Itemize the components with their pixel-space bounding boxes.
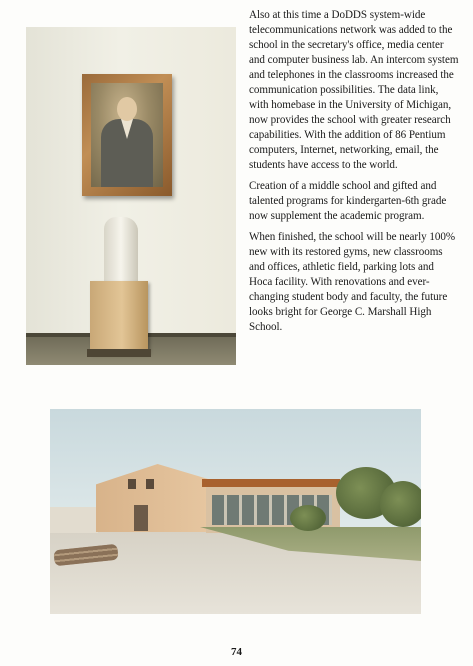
photo-tree [380, 481, 421, 527]
portrait-figure-head [117, 97, 137, 121]
article-text [249, 8, 459, 341]
article-paragraph-3: When finished, the school will be nearly 100% new with its restored gyms, new classrooms and offices, athletic field, parking lots and Hoca facility. With renovations and ever-changing student body and faculty, the future looks bright for George C. Marshall High School. [249, 231, 456, 333]
photo-low-wall [50, 507, 98, 533]
article-paragraph-1: Also at this time a DoDDS system-wide telecommunications network was added to the school in the secretary's office, media center and computer business lab. An intercom system and telephones in the classrooms increased the communication possibilities. The data link, with homebase in the University of Michigan, now provides the school with greater research capabilities. With the addition of 86 Pentium computers, Internet, networking, email, the students have access to the world. [249, 9, 459, 171]
page-number: 74 [231, 646, 242, 658]
pedestal-base [87, 349, 151, 357]
article-paragraph-2: Creation of a middle school and gifted and talented programs for kindergarten-6th grade now supplement the academic program. [249, 180, 447, 222]
photo-school-building [50, 409, 421, 614]
portrait-painting [91, 83, 163, 187]
photo-gym-door [134, 505, 148, 531]
photo-wing-roof [202, 479, 340, 487]
photo-gym-window [128, 479, 136, 489]
wooden-pedestal [90, 281, 148, 353]
photo-portrait-and-sculpture [26, 27, 236, 365]
photo-gym-window [146, 479, 154, 489]
portrait-frame [82, 74, 172, 196]
photo-gym-building [96, 464, 208, 532]
white-sculpture [104, 217, 138, 287]
photo-shrub [290, 505, 326, 531]
